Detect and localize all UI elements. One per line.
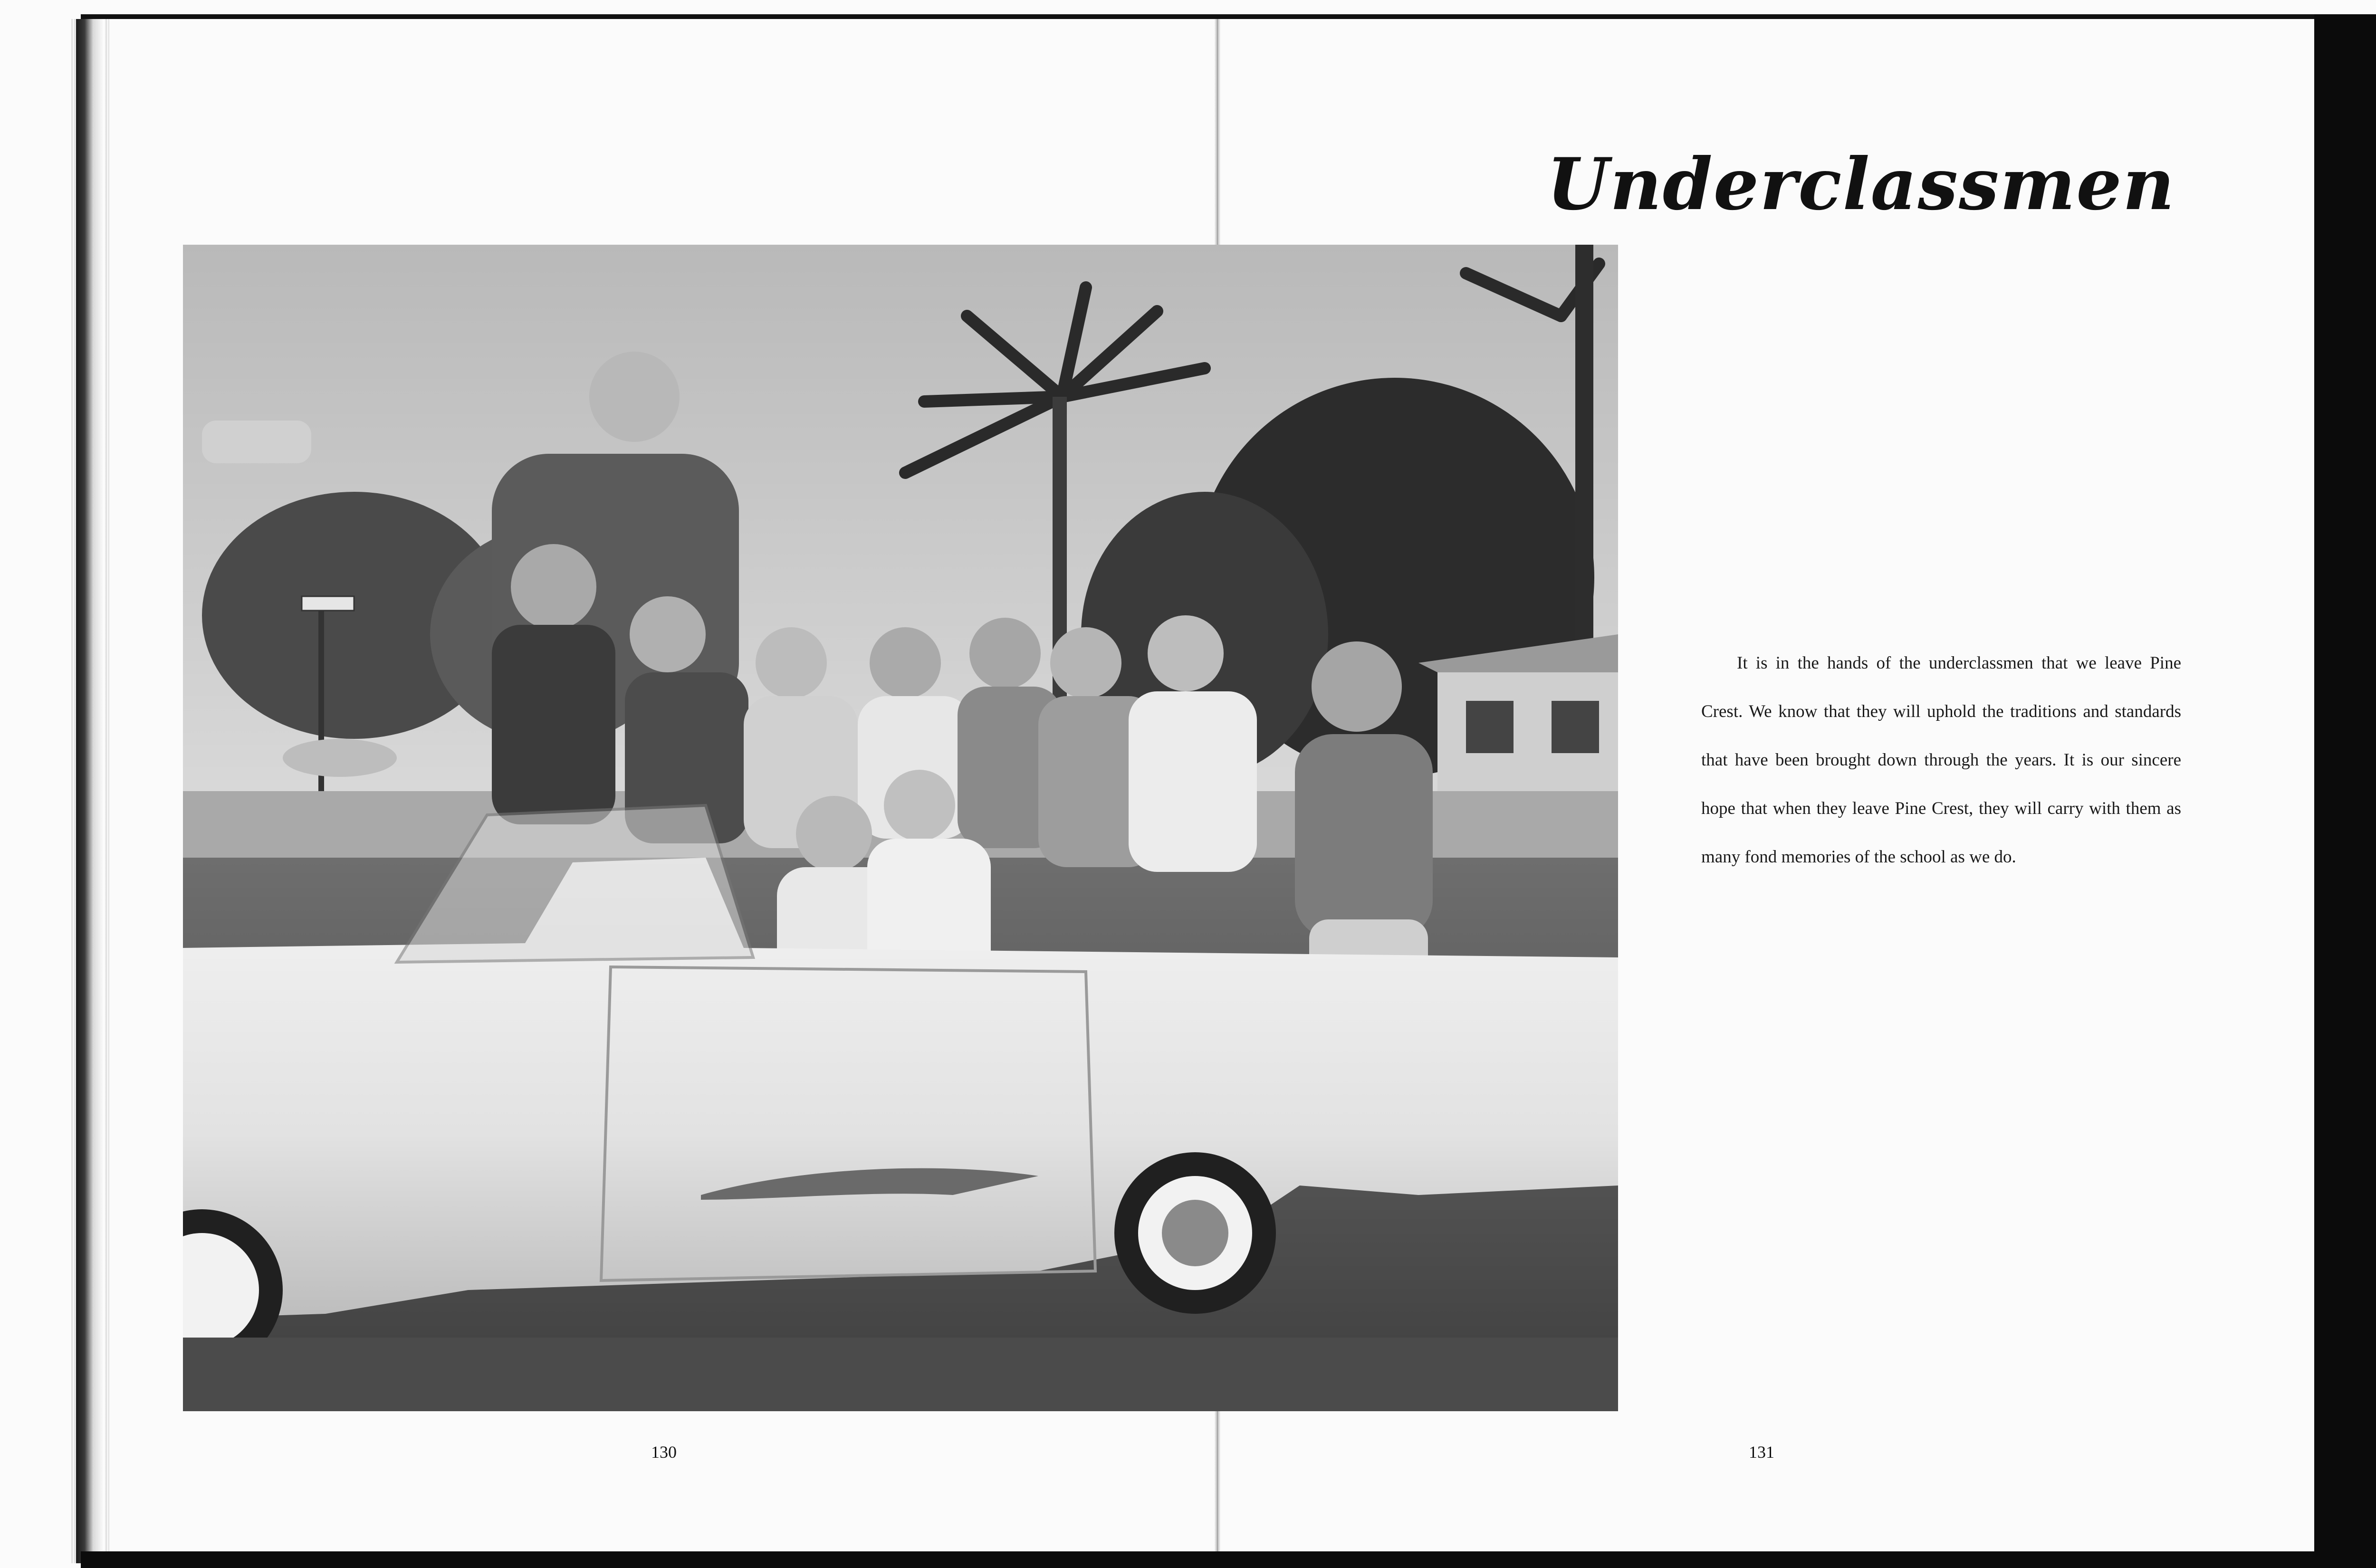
page-number-left: 130 (651, 1443, 677, 1462)
body-paragraph-text: It is in the hands of the underclassmen that we leave Pine Crest. We know that they will uphold the traditions and standards that have been brought down through the years. It is our sincere hope that when they leave Pine Crest, they will carry with them as many fond memories of the school as we do. (1701, 653, 2181, 867)
scan-frame-right (2314, 14, 2376, 1568)
group-photo (183, 245, 1618, 1411)
page-number-right: 131 (1749, 1443, 1774, 1462)
scan-frame-bottom (81, 1551, 2376, 1568)
body-paragraph (1701, 639, 2181, 881)
scan-frame-top (81, 14, 2314, 19)
page-title: Underclassmen (1547, 143, 2175, 226)
group-photo-image (183, 245, 1618, 1411)
book-binding (76, 19, 105, 1563)
